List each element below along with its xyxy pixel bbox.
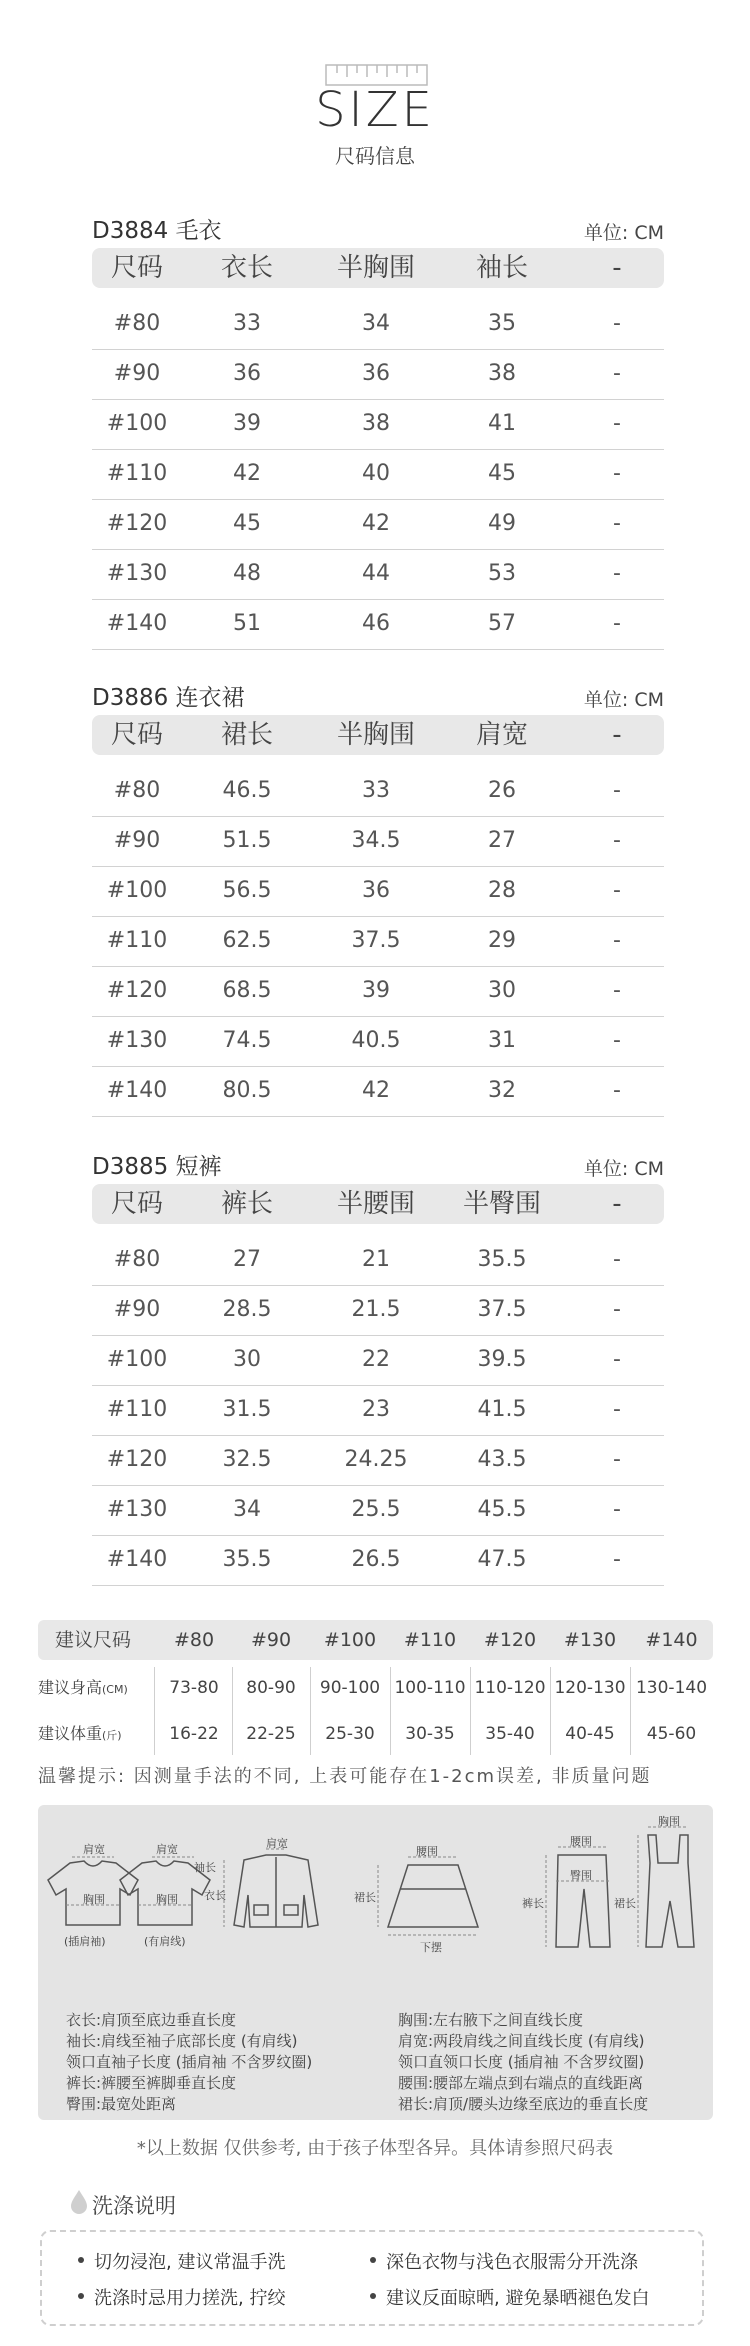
table-cell: 39	[362, 978, 390, 1003]
label-raglan: (插肩袖)	[64, 1935, 106, 1948]
table-cell: #140	[106, 611, 168, 636]
wash-item: 建议反面晾晒, 避免暴晒褪色发白	[386, 2284, 649, 2310]
table-cell: 41	[488, 411, 516, 436]
size-title: SIZE	[315, 82, 435, 138]
table-cell: #80	[113, 1247, 161, 1272]
definition-item: 胸围:左右腋下之间直线长度	[398, 2011, 584, 2029]
table-row	[92, 1435, 664, 1486]
table-cell: #80	[113, 311, 161, 336]
height-value: 73-80	[169, 1678, 219, 1698]
table-cell: 34	[233, 1497, 261, 1522]
definition-item: 袖长:肩线至袖子底部长度 (有肩线)	[66, 2032, 298, 2050]
table-cell: 37.5	[351, 928, 401, 953]
table-cell: #90	[113, 361, 161, 386]
measurement-diagram	[38, 1805, 713, 2005]
definition-item: 领口直领口长度 (插肩袖 不含罗纹圈)	[398, 2053, 645, 2071]
table-cell: #100	[106, 411, 168, 436]
table-cell: 42	[233, 461, 261, 486]
table-unit: 单位: CM	[583, 689, 664, 711]
table-cell: 42	[362, 1078, 390, 1103]
definition-item: 裤长:裤腰至裤脚垂直长度	[66, 2074, 237, 2092]
table-row	[92, 1485, 664, 1536]
table-cell: 26.5	[351, 1547, 401, 1572]
weight-label	[38, 1711, 154, 1759]
table-cell: 53	[488, 561, 516, 586]
label-chest-3: 胸围	[658, 1815, 680, 1828]
height-value: 80-90	[246, 1678, 296, 1698]
table-cell: 35	[488, 311, 516, 336]
suggestion-size: #140	[645, 1629, 698, 1651]
table-cell: 68.5	[222, 978, 272, 1003]
suggestion-height-row	[38, 1665, 713, 1711]
wash-item: 洗涤时忌用力搓洗, 拧绞	[94, 2284, 285, 2310]
table-cell: -	[613, 878, 621, 903]
table-cell: -	[613, 1297, 621, 1322]
table-row	[92, 1235, 664, 1286]
table-cell: #80	[113, 778, 161, 803]
table-row	[92, 1285, 664, 1336]
table-cell: 44	[362, 561, 390, 586]
wash-instructions	[40, 2230, 704, 2326]
table-cell: #130	[106, 1028, 168, 1053]
height-value: 130-140	[635, 1678, 708, 1698]
table-cell: 29	[488, 928, 516, 953]
label-shoulder-2: 肩宽	[156, 1843, 178, 1856]
table-cell: -	[613, 1397, 621, 1422]
label-skirt-length-2: 裙长	[614, 1897, 636, 1910]
table-cell: #120	[106, 978, 168, 1003]
definition-item: 衣长:肩顶至底边垂直长度	[66, 2011, 237, 2029]
label-hem: 下摆	[420, 1941, 442, 1954]
table-cell: 80.5	[222, 1078, 272, 1103]
table-cell: 34	[362, 311, 390, 336]
table-cell: 23	[362, 1397, 390, 1422]
table-cell: 28	[488, 878, 516, 903]
height-label-text: 建议身高	[38, 1678, 103, 1697]
table-cell: 38	[362, 411, 390, 436]
label-shoulder: 肩宽	[83, 1843, 105, 1856]
table-cell: 25.5	[351, 1497, 401, 1522]
table-row	[92, 1016, 664, 1067]
table-cell: 62.5	[222, 928, 272, 953]
table-row	[92, 449, 664, 500]
label-shoulder-3: 肩宽	[266, 1837, 288, 1850]
weight-value: 25-30	[325, 1724, 375, 1744]
label-sleeve: 袖长	[194, 1861, 216, 1874]
table-cell: 35.5	[222, 1547, 272, 1572]
weight-value: 22-25	[246, 1724, 296, 1744]
table-cell: 38	[488, 361, 516, 386]
suggestion-size: #90	[250, 1629, 292, 1651]
column-header: -	[612, 1189, 622, 1219]
table-cell: 46	[362, 611, 390, 636]
table-cell: -	[613, 928, 621, 953]
label-pants-length: 裤长	[522, 1897, 544, 1910]
table-cell: 36	[362, 361, 390, 386]
table-cell: #120	[106, 1447, 168, 1472]
table-cell: 51.5	[222, 828, 272, 853]
column-header: 尺码	[110, 1189, 163, 1219]
table-cell: 42	[362, 511, 390, 536]
column-header: 衣长	[220, 253, 273, 283]
column-header: 半腰围	[336, 1189, 415, 1219]
column-header: 半臀围	[462, 1189, 541, 1219]
table-cell: 33	[233, 311, 261, 336]
column-header: 裙长	[220, 720, 273, 750]
table-cell: -	[613, 1028, 621, 1053]
table-cell: -	[613, 561, 621, 586]
table-row	[92, 916, 664, 967]
table-cell: 27	[233, 1247, 261, 1272]
size-subtitle: 尺码信息	[335, 144, 415, 168]
table-cell: 30	[233, 1347, 261, 1372]
table-cell: #140	[106, 1078, 168, 1103]
wash-item: 深色衣物与浅色衣服需分开洗涤	[386, 2248, 638, 2274]
definition-item: 领口直袖子长度 (插肩袖 不含罗纹圈)	[66, 2053, 313, 2071]
table-cell: #100	[106, 1347, 168, 1372]
table-cell: 28.5	[222, 1297, 272, 1322]
table-cell: 48	[233, 561, 261, 586]
table-cell: 56.5	[222, 878, 272, 903]
table-cell: #130	[106, 1497, 168, 1522]
table-title: D3886 连衣裙	[92, 685, 245, 711]
label-chest: 胸围	[83, 1893, 105, 1906]
suggestion-weight-row	[38, 1711, 713, 1757]
weight-value: 45-60	[646, 1724, 697, 1744]
table-cell: 26	[488, 778, 516, 803]
table-row	[92, 549, 664, 600]
column-header: 袖长	[475, 253, 528, 283]
weight-value: 35-40	[485, 1724, 535, 1744]
table-cell: 34.5	[351, 828, 401, 853]
table-row	[92, 816, 664, 867]
definition-item: 肩宽:两段肩线之间直线长度 (有肩线)	[398, 2032, 645, 2050]
weight-value: 16-22	[169, 1724, 219, 1744]
table-row	[92, 299, 664, 350]
table-cell: 36	[362, 878, 390, 903]
height-value: 120-130	[554, 1678, 626, 1698]
table-cell: 32.5	[222, 1447, 272, 1472]
column-header: 半胸围	[336, 720, 415, 750]
table-cell: -	[613, 461, 621, 486]
table-cell: #110	[106, 1397, 168, 1422]
table-cell: 30	[488, 978, 516, 1003]
label-length: 衣长	[204, 1889, 226, 1902]
label-waist: 腰围	[416, 1845, 438, 1858]
table-cell: 57	[488, 611, 516, 636]
table-cell: 27	[488, 828, 516, 853]
column-header: -	[612, 253, 622, 283]
wash-item: 切勿浸泡, 建议常温手洗	[94, 2248, 285, 2274]
table-row	[92, 599, 664, 650]
table-row	[92, 1335, 664, 1386]
table-cell: 39	[233, 411, 261, 436]
table-cell: #90	[113, 828, 161, 853]
suggestion-size: #110	[403, 1629, 457, 1651]
table-cell: -	[613, 611, 621, 636]
table-row	[92, 1535, 664, 1586]
weight-value: 40-45	[565, 1724, 615, 1744]
table-cell: 39.5	[477, 1347, 527, 1372]
table-cell: 40	[362, 461, 390, 486]
table-cell: 45.5	[477, 1497, 527, 1522]
table-cell: 41.5	[477, 1397, 527, 1422]
table-cell: 22	[362, 1347, 390, 1372]
height-unit: (CM)	[102, 1683, 128, 1696]
size-header	[0, 0, 750, 190]
definition-item: 臀围:最宽处距离	[66, 2095, 177, 2113]
definition-item: 裙长:肩顶/腰头边缘至底边的垂直长度	[398, 2095, 649, 2113]
table-cell: #90	[113, 1297, 161, 1322]
column-header: 裤长	[220, 1189, 273, 1219]
table-cell: 21.5	[351, 1297, 401, 1322]
column-header: 半胸围	[336, 253, 415, 283]
table-cell: 24.25	[344, 1447, 408, 1472]
table-cell: -	[613, 1447, 621, 1472]
suggestion-size: #130	[563, 1629, 617, 1651]
weight-value: 30-35	[405, 1724, 455, 1744]
table-unit: 单位: CM	[583, 1158, 664, 1180]
table-row	[92, 399, 664, 450]
table-cell: 21	[362, 1247, 390, 1272]
table-row	[92, 349, 664, 400]
table-unit: 单位: CM	[583, 222, 664, 244]
table-cell: 33	[362, 778, 390, 803]
table-cell: -	[613, 1347, 621, 1372]
table-cell: 45	[488, 461, 516, 486]
suggestion-size: #100	[323, 1629, 377, 1651]
table-row	[92, 766, 664, 817]
table-cell: -	[613, 511, 621, 536]
table-cell: -	[613, 1497, 621, 1522]
table-cell: 49	[488, 511, 516, 536]
table-cell: 43.5	[477, 1447, 527, 1472]
table-cell: 46.5	[222, 778, 272, 803]
table-row	[92, 966, 664, 1017]
suggestion-size: #120	[483, 1629, 537, 1651]
height-value: 90-100	[319, 1678, 381, 1698]
table-cell: -	[613, 311, 621, 336]
column-header: -	[612, 720, 622, 750]
table-cell: 31	[488, 1028, 516, 1053]
height-label	[38, 1665, 154, 1713]
weight-label-text: 建议体重	[38, 1724, 103, 1743]
footnote: *以上数据 仅供参考, 由于孩子体型各异。具体请参照尺码表	[136, 2138, 614, 2159]
table-row	[92, 866, 664, 917]
suggestion-size: #80	[173, 1629, 215, 1651]
table-cell: -	[613, 411, 621, 436]
table-cell: 36	[233, 361, 261, 386]
table-cell: 74.5	[222, 1028, 272, 1053]
height-value: 100-110	[394, 1678, 466, 1698]
height-value: 110-120	[474, 1678, 546, 1698]
suggestion-header-label: 建议尺码	[54, 1629, 131, 1651]
table-cell: 40.5	[351, 1028, 401, 1053]
table-row	[92, 499, 664, 550]
column-header: 尺码	[110, 720, 163, 750]
definition-item: 腰围:腰部左端点到右端点的直线距离	[398, 2074, 644, 2092]
notice-text: 温馨提示: 因测量手法的不同, 上表可能存在1-2cm误差, 非质量问题	[38, 1766, 652, 1787]
table-cell: -	[613, 1547, 621, 1572]
label-waist-2: 腰围	[570, 1835, 592, 1848]
table-title: D3885 短裤	[92, 1154, 222, 1180]
table-row	[92, 1066, 664, 1117]
wash-title: 洗涤说明	[92, 2194, 176, 2218]
column-header: 尺码	[110, 253, 163, 283]
table-header	[92, 715, 664, 755]
table-cell: #100	[106, 878, 168, 903]
weight-unit: (斤)	[102, 1729, 122, 1742]
table-cell: #130	[106, 561, 168, 586]
suggestion-header	[38, 1620, 713, 1660]
label-regular: (有肩线)	[144, 1935, 186, 1948]
table-row	[92, 1385, 664, 1436]
table-cell: 47.5	[477, 1547, 527, 1572]
table-cell: 32	[488, 1078, 516, 1103]
table-header	[92, 1184, 664, 1224]
table-cell: -	[613, 978, 621, 1003]
table-cell: 31.5	[222, 1397, 272, 1422]
table-cell: #110	[106, 928, 168, 953]
label-hip: 臀围	[570, 1869, 592, 1882]
label-skirt-length: 裙长	[354, 1891, 376, 1904]
table-cell: -	[613, 1247, 621, 1272]
label-chest-2: 胸围	[156, 1893, 178, 1906]
table-cell: -	[613, 1078, 621, 1103]
table-cell: -	[613, 778, 621, 803]
table-cell: #140	[106, 1547, 168, 1572]
table-header	[92, 248, 664, 288]
table-title: D3884 毛衣	[92, 218, 222, 244]
table-cell: 35.5	[477, 1247, 527, 1272]
table-cell: -	[613, 361, 621, 386]
water-drop-icon	[70, 2189, 88, 2215]
table-cell: #120	[106, 511, 168, 536]
table-cell: 37.5	[477, 1297, 527, 1322]
table-cell: -	[613, 828, 621, 853]
column-header: 肩宽	[475, 720, 528, 750]
table-cell: 51	[233, 611, 261, 636]
table-cell: #110	[106, 461, 168, 486]
table-cell: 45	[233, 511, 261, 536]
